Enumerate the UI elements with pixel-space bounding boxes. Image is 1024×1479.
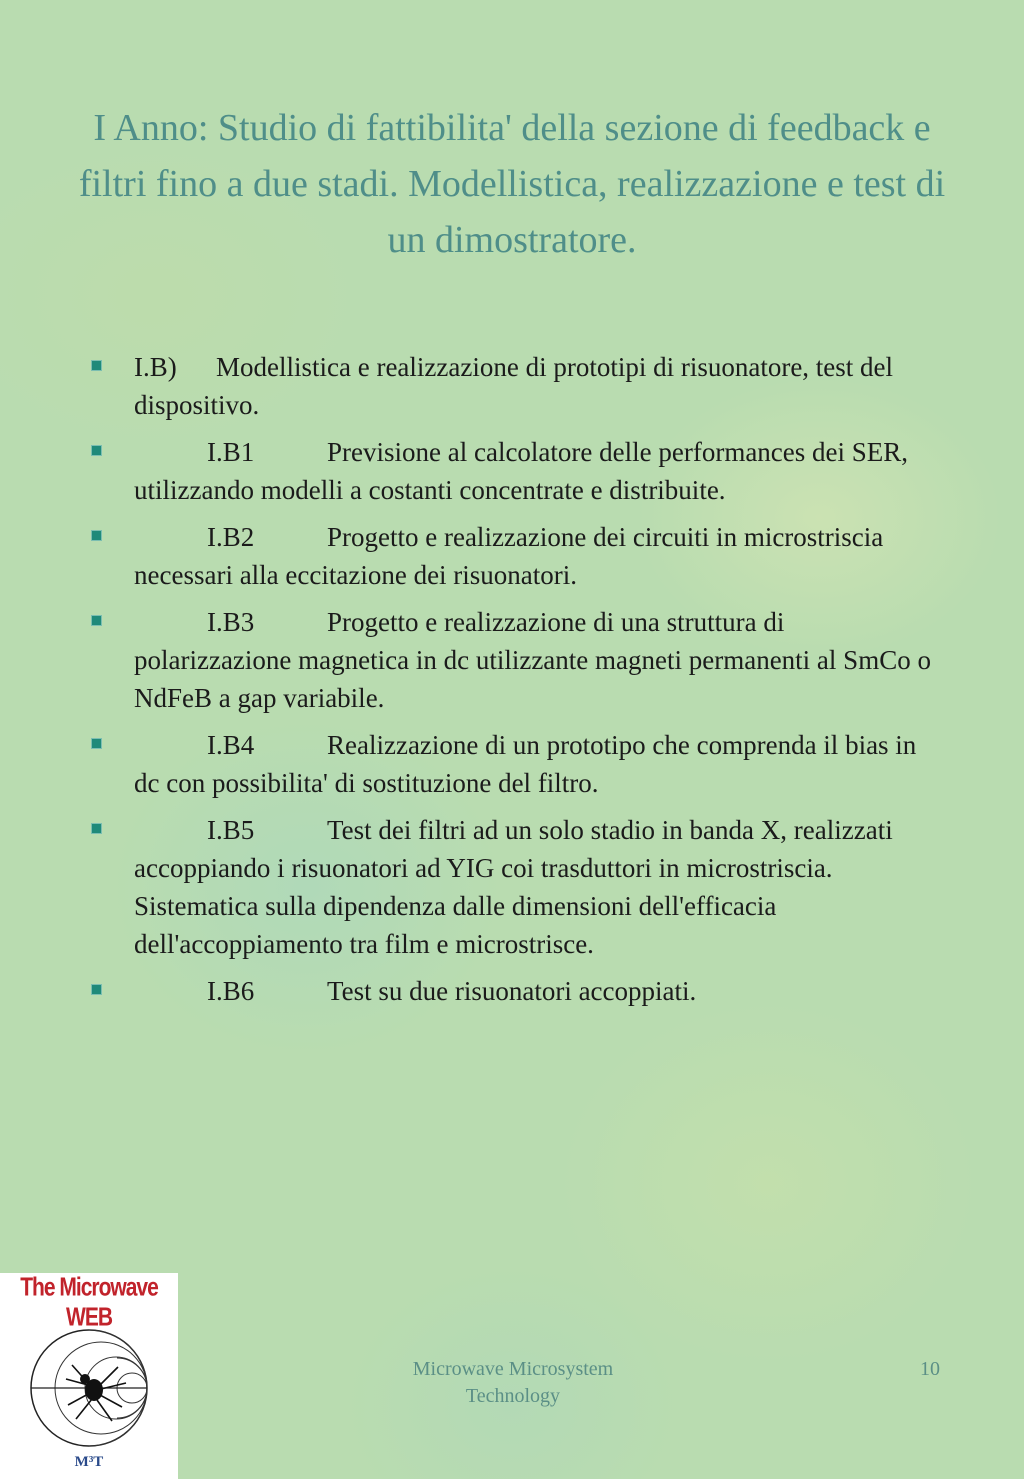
bullet-list	[92, 348, 932, 1019]
footer-text	[385, 1356, 641, 1410]
item-text: Modellistica e realizzazione di prototipi di risuonatore, test del dispositivo.	[134, 352, 894, 420]
footer-line-1: Microwave Microsystem	[412, 1358, 614, 1380]
item-code: I.B1	[207, 437, 255, 467]
square-bullet-icon	[92, 531, 101, 540]
item-text: Test dei filtri ad un solo stadio in banda X, realizzati accoppiando i risuonatori ad YIG coi trasduttori in microstriscia. Sistematica sulla dipendenza dalle dimensioni dell'efficacia dell'accoppiamento tra film e microstrisce.	[134, 815, 893, 959]
list-item	[92, 726, 932, 802]
footer-line-2: Technology	[465, 1385, 561, 1407]
list-item	[92, 972, 932, 1010]
item-text: Test su due risuonatori accoppiati.	[327, 976, 697, 1006]
item-code: I.B)	[134, 352, 177, 382]
logo-title: The Microwave WEB	[20, 1273, 158, 1332]
square-bullet-icon	[92, 616, 101, 625]
item-text: Progetto e realizzazione di una struttura di polarizzazione magnetica in dc utilizzante magneti permanenti al SmCo o NdFeB a gap variabile.	[134, 607, 931, 713]
list-item	[92, 433, 932, 509]
item-code: I.B4	[207, 730, 255, 760]
slide-title: I Anno: Studio di fattibilita' della sezione di feedback e filtri fino a due stadi. Modellistica, realizzazione e test di un dimostratore.	[78, 107, 946, 261]
m3t-mark: M³T	[74, 1454, 104, 1470]
list-item	[92, 811, 932, 963]
item-text: Previsione al calcolatore delle performances dei SER, utilizzando modelli a costanti concentrate e distribuite.	[134, 437, 909, 505]
square-bullet-icon	[92, 361, 101, 370]
square-bullet-icon	[92, 824, 101, 833]
square-bullet-icon	[92, 739, 101, 748]
list-item	[92, 518, 932, 594]
microwave-web-logo	[0, 1273, 178, 1479]
list-item	[92, 603, 932, 717]
item-code: I.B3	[207, 607, 255, 637]
item-text: Progetto e realizzazione dei circuiti in microstriscia necessari alla eccitazione dei risuonatori.	[134, 522, 884, 590]
item-code: I.B2	[207, 522, 255, 552]
list-item	[92, 348, 932, 424]
item-code: I.B5	[207, 815, 255, 845]
item-text: Realizzazione di un prototipo che comprenda il bias in dc con possibilita' di sostituzione del filtro.	[134, 730, 917, 798]
item-code: I.B6	[207, 976, 255, 1006]
smith-chart-spider-icon	[22, 1321, 156, 1455]
square-bullet-icon	[92, 446, 101, 455]
page-number: 10	[920, 1358, 940, 1380]
square-bullet-icon	[92, 985, 101, 994]
